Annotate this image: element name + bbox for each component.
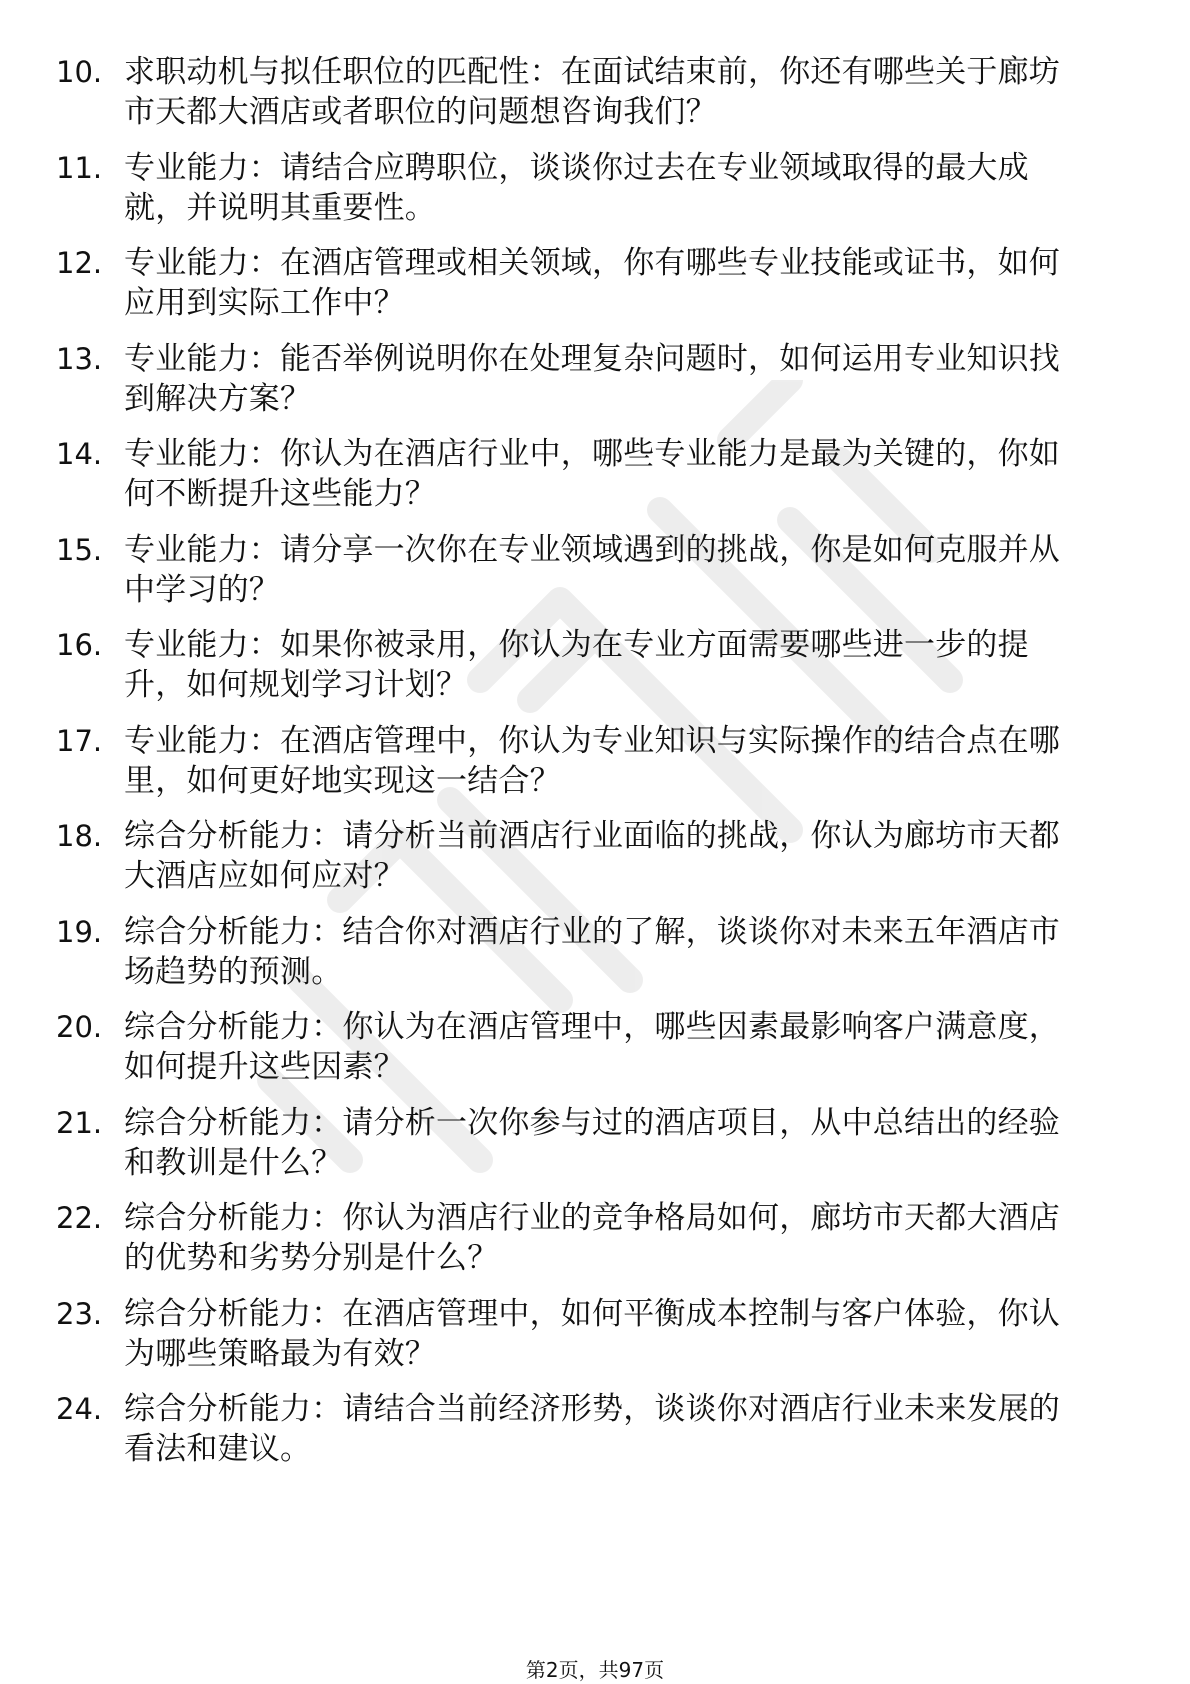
question-text: 专业能力：能否举例说明你在处理复杂问题时，如何运用专业知识找到解决方案？ — [124, 340, 1060, 417]
question-item — [56, 721, 1116, 817]
question-item — [56, 1389, 1116, 1485]
question-item — [56, 243, 1116, 339]
question-number: 16. — [56, 628, 103, 662]
question-item — [56, 1103, 1116, 1199]
question-text: 专业能力：在酒店管理或相关领域，你有哪些专业技能或证书，如何应用到实际工作中？ — [124, 245, 1060, 321]
question-number: 18. — [56, 819, 103, 853]
question-number: 13. — [56, 341, 103, 376]
question-number: 10. — [56, 55, 103, 89]
question-text: 专业能力：你认为在酒店行业中，哪些专业能力是最为关键的，你如何不断提升这些能力？ — [124, 436, 1060, 512]
question-item — [56, 52, 1116, 148]
question-text: 求职动机与拟任职位的匹配性：在面试结束前，你还有哪些关于廊坊市天都大酒店或者职位的问题想咨询我们？ — [124, 54, 1060, 130]
question-text: 综合分析能力：结合你对酒店行业的了解，谈谈你对未来五年酒店市场趋势的预测。 — [124, 913, 1060, 990]
question-item — [56, 912, 1116, 1008]
question-number: 19. — [56, 914, 103, 949]
question-text: 专业能力：如果你被录用，你认为在专业方面需要哪些进一步的提升，如何规划学习计划？ — [124, 627, 1029, 703]
question-text: 综合分析能力：请分析一次你参与过的酒店项目，从中总结出的经验和教训是什么？ — [124, 1104, 1060, 1181]
question-item — [56, 1198, 1116, 1294]
question-number: 22. — [56, 1201, 103, 1235]
question-number: 12. — [56, 246, 103, 280]
question-number: 15. — [56, 532, 103, 567]
question-text: 综合分析能力：你认为酒店行业的竞争格局如何，廊坊市天都大酒店的优势和劣势分别是什么？ — [124, 1200, 1060, 1276]
question-number: 23. — [56, 1296, 103, 1331]
question-item — [56, 1294, 1116, 1390]
page-footer — [0, 1658, 1190, 1682]
question-item — [56, 339, 1116, 435]
question-number: 11. — [56, 150, 103, 185]
question-text: 综合分析能力：在酒店管理中，如何平衡成本控制与客户体验，你认为哪些策略最为有效？ — [124, 1295, 1060, 1372]
question-item — [56, 530, 1116, 626]
question-number: 14. — [56, 437, 103, 471]
question-text: 专业能力：在酒店管理中，你认为专业知识与实际操作的结合点在哪里，如何更好地实现这一结合？ — [124, 722, 1060, 799]
question-item — [56, 625, 1116, 721]
question-number: 17. — [56, 723, 103, 758]
question-item — [56, 148, 1116, 244]
question-text: 综合分析能力：请分析当前酒店行业面临的挑战，你认为廊坊市天都大酒店应如何应对？ — [124, 818, 1060, 894]
question-item — [56, 434, 1116, 530]
question-text: 综合分析能力：你认为在酒店管理中，哪些因素最影响客户满意度，如何提升这些因素？ — [124, 1009, 1060, 1085]
question-item — [56, 816, 1116, 912]
question-item — [56, 1007, 1116, 1103]
question-text: 综合分析能力：请结合当前经济形势，谈谈你对酒店行业未来发展的看法和建议。 — [124, 1391, 1060, 1467]
question-text: 专业能力：请分享一次你在专业领域遇到的挑战，你是如何克服并从中学习的？ — [124, 531, 1060, 608]
question-number: 21. — [56, 1105, 103, 1140]
question-number: 20. — [56, 1010, 103, 1044]
question-list — [56, 52, 1116, 1485]
question-text: 专业能力：请结合应聘职位，谈谈你过去在专业领域取得的最大成就，并说明其重要性。 — [124, 149, 1029, 226]
question-number: 24. — [56, 1392, 103, 1426]
page-number-label: 第2页，共97页 — [525, 1658, 665, 1682]
